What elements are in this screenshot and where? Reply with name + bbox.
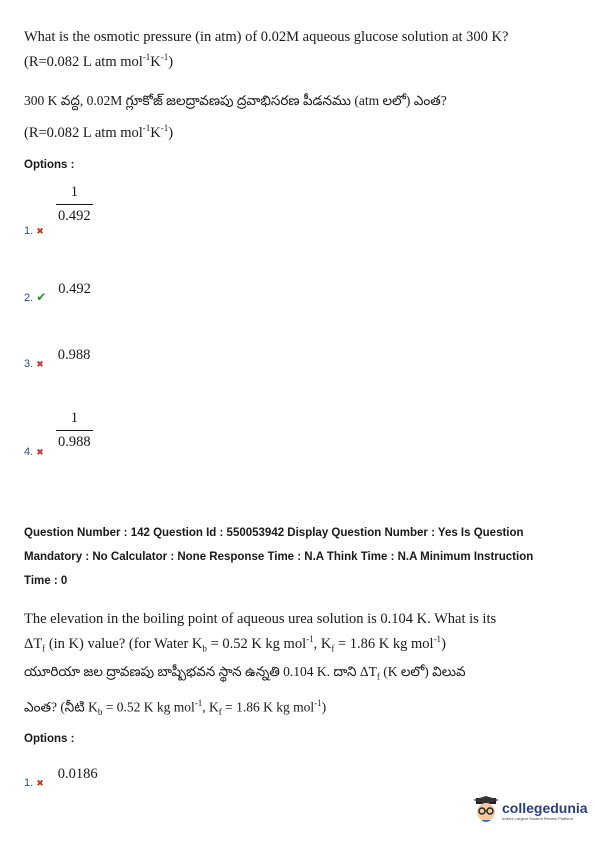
option-value: 0.492 (58, 281, 91, 297)
option-fraction (56, 184, 93, 225)
q141-question-te (24, 91, 584, 143)
option-number: 3. (24, 358, 34, 370)
option-value: 0.988 (57, 347, 91, 363)
q141-question-en (24, 27, 584, 72)
logo-text: collegedunia (502, 799, 588, 816)
q142-te-line-2: ఎంత? (నీటి $K_b = 0.52$ K kg mol$^{-1}$, $K_f = 1.86$ K kg mol$^{-1}$) (24, 697, 327, 717)
fraction-numerator: 1 (70, 410, 78, 426)
fraction-denominator: 0.988 (56, 430, 93, 451)
q141-options-label: Options : (24, 159, 75, 171)
q142-meta-line-1: Question Number : 142 Question Id : 550053942 Display Question Number : Yes Is Question (24, 527, 524, 539)
fraction-numerator: 1 (70, 184, 78, 200)
mascot-icon (473, 796, 499, 824)
option-number: 1. (24, 225, 34, 237)
q142-meta (24, 521, 584, 593)
incorrect-icon: ✖ (36, 778, 44, 788)
option-number: 4. (24, 446, 34, 458)
option-number: 2. (24, 292, 34, 304)
option-number: 1. (24, 777, 34, 789)
q141-te-constant: (R=0.082 L atm $mol^{-1}K^{-1}$) (24, 123, 174, 141)
q142-meta-line-2: Mandatory : No Calculator : None Response Time : N.A Think Time : N.A Minimum Instruction (24, 551, 534, 563)
q142-meta-line-3: Time : 0 (24, 575, 68, 587)
q142-question-en (24, 609, 584, 659)
q142-en-line-1: The elevation in the boiling point of aqueous urea solution is 0.104 K. What is its (24, 611, 497, 627)
option-value: 0.0186 (57, 766, 98, 782)
q142-option-1[interactable] (24, 765, 98, 789)
q142-en-line-2: $\Delta T_f$ (in K) value? (for Water $K_b = 0.52$ K kg mol$^{-1}$, $K_f = 1.86$ K kg mol$^{-1}$) (24, 634, 446, 654)
incorrect-icon: ✖ (36, 447, 44, 457)
option-fraction (56, 410, 93, 451)
fraction-denominator: 0.492 (56, 204, 93, 225)
incorrect-icon: ✖ (36, 226, 44, 236)
q141-en-constant: (R=0.082 L atm $mol^{-1}K^{-1}$) (24, 52, 174, 70)
collegedunia-logo (473, 796, 588, 824)
q142-te-line-1: యూరియా జల ద్రావణపు బాష్పీభవన స్థాన ఉన్నతి 0.104 K. దాని $\Delta T_f$ (K లలో) విలువ (24, 664, 466, 682)
q141-te-text: 300 K వద్ద, 0.02M గ్లూకోజ్ జలద్రావణపు ద్రవాభిసరణ పీడనము (atm లలో) ఎంత? (24, 93, 447, 108)
q142-question-te (24, 662, 584, 722)
q141-option-2[interactable] (24, 280, 91, 304)
incorrect-icon: ✖ (36, 359, 44, 369)
q141-option-3[interactable] (24, 346, 91, 370)
q142-options-label: Options : (24, 733, 75, 745)
correct-check-icon: ✔ (36, 290, 47, 304)
q141-en-text: What is the osmotic pressure (in atm) of 0.02M aqueous glucose solution at 300 K? (24, 29, 509, 45)
logo-tagline: India's Largest Student Review Platform (502, 815, 574, 821)
